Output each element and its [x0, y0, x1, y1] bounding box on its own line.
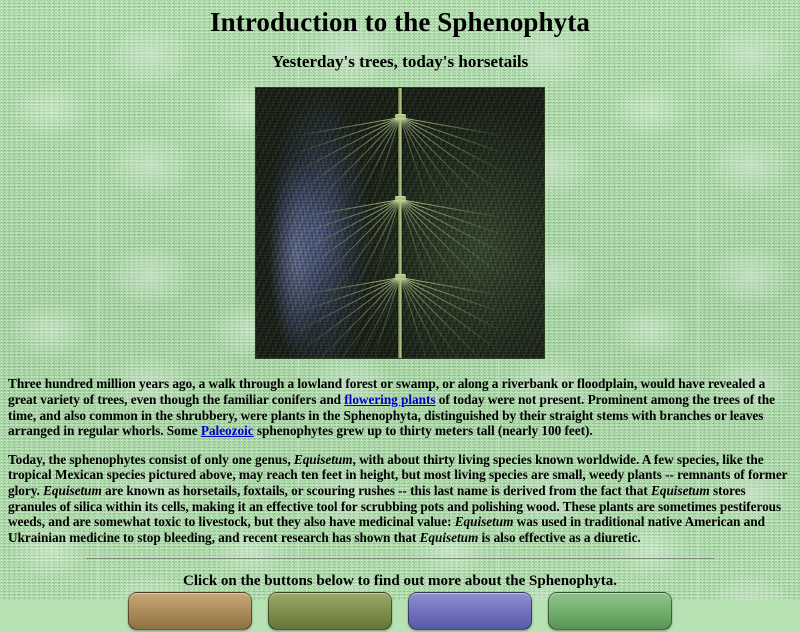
- link-flowering-plants[interactable]: flowering plants: [344, 391, 436, 407]
- paragraph-two: [0, 439, 800, 546]
- paragraph-two-text-c: are known as horsetails, foxtails, or scouring rushes -- this last name is derived from the fact that: [101, 482, 652, 498]
- page-subtitle: Yesterday's trees, today's horsetails: [271, 51, 529, 71]
- navigation-button-row: [0, 592, 800, 632]
- genus-name-equisetum: Equisetum: [454, 514, 514, 530]
- paragraph-two-text-f: is also effective as a diuretic.: [478, 529, 641, 545]
- genus-name-equisetum: Equisetum: [293, 451, 353, 467]
- genus-name-equisetum: Equisetum: [419, 529, 479, 545]
- paragraph-two-text-d: stores granules of silica within its cells, making it an effective tool for scrubbing pots and polishing wood. These plants are sometimes pestiferous weeds, and are somewhat toxic to livestock, but they also have medicinal value:: [8, 482, 782, 530]
- link-paleozoic[interactable]: Paleozoic: [200, 423, 254, 439]
- genus-name-equisetum: Equisetum: [651, 482, 710, 498]
- paragraph-one-text-b: of today were not present. Prominent among the trees of the time, and also common in the shrubbery, were plants in the Sphenophyta, distinguished by their straight stems with branches or leaves arranged in regular whorls. Some: [8, 391, 775, 439]
- paragraph-two-text-a: Today, the sphenophytes consist of only one genus,: [8, 451, 294, 467]
- nav-button-3[interactable]: [408, 592, 532, 630]
- nav-button-4[interactable]: [548, 592, 672, 630]
- paragraph-two-text-b: , with about thirty living species known worldwide. A few species, like the tropical Mexican species pictured above, may reach ten feet in height, but most living species are small, weedy plants -- remnants of former glory.: [8, 451, 788, 498]
- paragraph-one: [0, 364, 800, 438]
- photo-container: [0, 87, 800, 364]
- genus-name-equisetum: Equisetum: [43, 482, 102, 498]
- footer-prompt: Click on the buttons below to find out more about the Sphenophyta.: [183, 573, 617, 590]
- nav-button-1[interactable]: [128, 592, 252, 630]
- paragraph-one-text-c: sphenophytes grew up to thirty meters tall (nearly 100 feet).: [253, 423, 593, 439]
- horsetail-stem: [398, 88, 402, 358]
- horsetail-photo: [255, 87, 545, 359]
- nav-button-2[interactable]: [268, 592, 392, 630]
- paragraph-one-text-a: Three hundred million years ago, a walk through a lowland forest or swamp, or along a riverbank or floodplain, would have revealed a great variety of trees, even though the familiar conifers and: [8, 376, 766, 407]
- page-title: Introduction to the Sphenophyta: [210, 7, 590, 37]
- paragraph-two-text-e: was used in traditional native American and Ukrainian medicine to stop bleeding, and recent research has shown that: [8, 514, 765, 545]
